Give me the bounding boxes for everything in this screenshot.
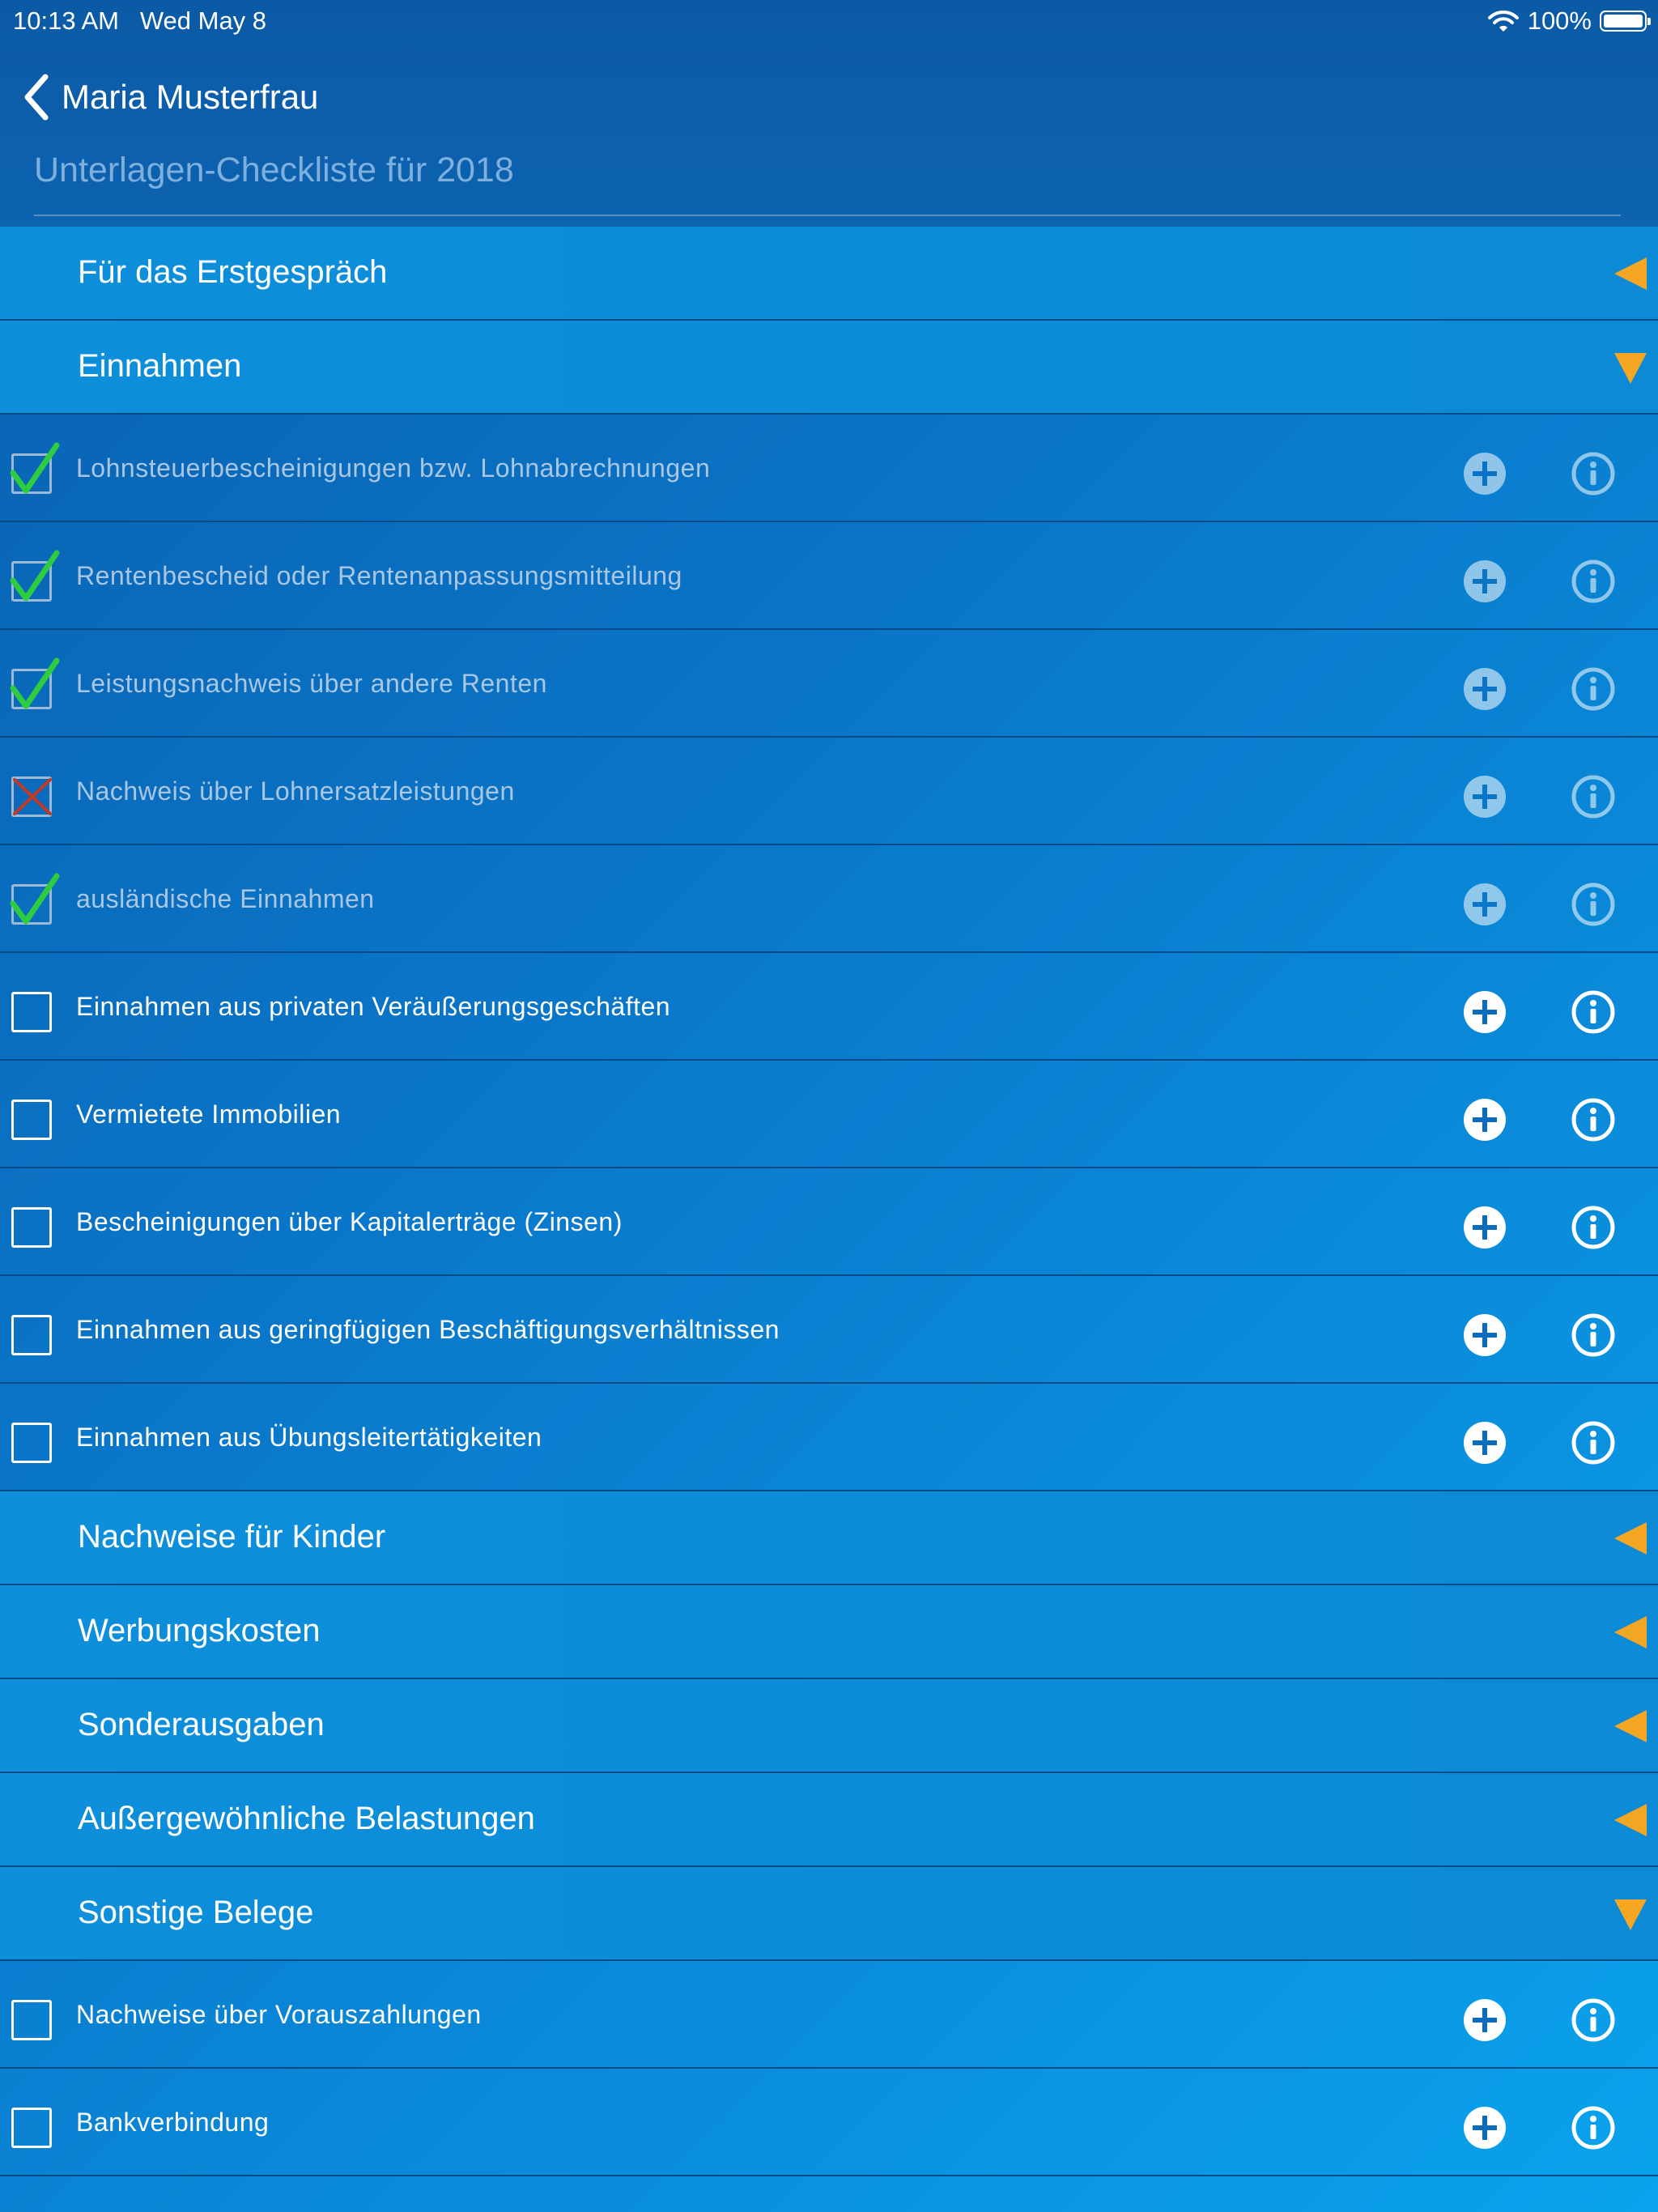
checklist-item	[0, 1276, 1658, 1384]
checklist-item	[0, 1168, 1658, 1276]
triangle-left-icon	[1613, 256, 1648, 291]
status-bar-left	[13, 6, 266, 36]
triangle-left-icon	[1613, 1802, 1648, 1838]
info-icon[interactable]	[1571, 451, 1616, 496]
checkmark-icon	[10, 657, 60, 711]
checklist-item	[0, 415, 1658, 522]
checklist-item-label: ausländische Einnahmen	[76, 884, 375, 913]
triangle-left-icon	[1613, 1521, 1648, 1556]
info-icon[interactable]	[1571, 774, 1616, 819]
checkmark-icon	[10, 550, 60, 603]
section-title: Werbungskosten	[78, 1613, 321, 1648]
status-date: Wed May 8	[139, 6, 267, 35]
checklist-item-label: Nachweis über Lohnersatzleistungen	[76, 776, 515, 806]
triangle-down-icon	[1613, 1896, 1648, 1932]
checklist-item	[0, 738, 1658, 845]
checklist-item	[0, 522, 1658, 630]
info-icon[interactable]	[1571, 1420, 1616, 1465]
section-header[interactable]	[0, 1491, 1658, 1585]
header-divider	[34, 215, 1621, 216]
checklist-item	[0, 1961, 1658, 2069]
checkbox[interactable]	[11, 1207, 52, 1248]
add-icon[interactable]	[1462, 559, 1507, 604]
section-header[interactable]	[0, 227, 1658, 321]
section-header[interactable]	[0, 1679, 1658, 1773]
add-icon[interactable]	[1462, 666, 1507, 712]
add-icon[interactable]	[1462, 1420, 1507, 1465]
battery-icon	[1600, 11, 1647, 32]
section-header[interactable]	[0, 1585, 1658, 1679]
checklist-item	[0, 1061, 1658, 1168]
checklist	[0, 227, 1658, 2176]
triangle-left-icon	[1613, 1614, 1648, 1650]
status-time: 10:13 AM	[13, 6, 119, 35]
section-header[interactable]	[0, 321, 1658, 415]
checkmark-icon	[10, 873, 60, 926]
info-icon[interactable]	[1571, 1312, 1616, 1358]
add-icon[interactable]	[1462, 451, 1507, 496]
checklist-item-label: Einnahmen aus Übungsleitertätigkeiten	[76, 1423, 542, 1452]
checkbox[interactable]	[11, 1100, 52, 1140]
checklist-item	[0, 953, 1658, 1061]
info-icon[interactable]	[1571, 666, 1616, 712]
status-bar-right	[1487, 6, 1647, 36]
triangle-left-icon	[1613, 1708, 1648, 1744]
add-icon[interactable]	[1462, 1205, 1507, 1250]
checkbox[interactable]	[11, 1423, 52, 1463]
section-title: Nachweise für Kinder	[78, 1519, 386, 1555]
chevron-left-icon	[23, 74, 50, 121]
triangle-down-icon	[1613, 350, 1648, 385]
section-title: Für das Erstgespräch	[78, 254, 388, 290]
info-icon[interactable]	[1571, 2105, 1616, 2150]
checkbox[interactable]	[11, 992, 52, 1032]
add-icon[interactable]	[1462, 1997, 1507, 2043]
checklist-item	[0, 845, 1658, 953]
checklist-item	[0, 630, 1658, 738]
checklist-item-label: Rentenbescheid oder Rentenanpassungsmitteilung	[76, 561, 682, 590]
section-title: Außergewöhnliche Belastungen	[78, 1801, 535, 1836]
checklist-item-label: Bescheinigungen über Kapitalerträge (Zinsen)	[76, 1207, 623, 1236]
back-button-label: Maria Musterfrau	[62, 78, 319, 116]
checklist-item-label: Bankverbindung	[76, 2108, 270, 2137]
info-icon[interactable]	[1571, 1205, 1616, 1250]
info-icon[interactable]	[1571, 559, 1616, 604]
checklist-item-label: Vermietete Immobilien	[76, 1100, 342, 1129]
info-icon[interactable]	[1571, 882, 1616, 927]
checkbox[interactable]	[11, 2108, 52, 2148]
section-header[interactable]	[0, 1867, 1658, 1961]
add-icon[interactable]	[1462, 2105, 1507, 2150]
battery-percent: 100%	[1527, 6, 1592, 35]
add-icon[interactable]	[1462, 1312, 1507, 1358]
add-icon[interactable]	[1462, 989, 1507, 1035]
checkbox[interactable]	[11, 1315, 52, 1355]
add-icon[interactable]	[1462, 882, 1507, 927]
checklist-item-label: Nachweise über Vorauszahlungen	[76, 2000, 482, 2029]
add-icon[interactable]	[1462, 1097, 1507, 1142]
info-icon[interactable]	[1571, 1997, 1616, 2043]
info-icon[interactable]	[1571, 989, 1616, 1035]
section-title: Sonstige Belege	[78, 1895, 314, 1930]
back-button[interactable]	[23, 71, 318, 123]
cross-icon	[10, 765, 60, 819]
checklist-item-label: Lohnsteuerbescheinigungen bzw. Lohnabrechnungen	[76, 453, 711, 483]
checklist-item-label: Leistungsnachweis über andere Renten	[76, 669, 547, 698]
info-icon[interactable]	[1571, 1097, 1616, 1142]
navigation-header	[0, 0, 1658, 227]
checklist-item-label: Einnahmen aus privaten Veräußerungsgeschäften	[76, 992, 671, 1021]
checkbox[interactable]	[11, 2000, 52, 2040]
checklist-item	[0, 2069, 1658, 2176]
wifi-icon	[1487, 9, 1520, 33]
checklist-title: Unterlagen-Checkliste für 2018	[34, 151, 514, 189]
checklist-item	[0, 1384, 1658, 1491]
add-icon[interactable]	[1462, 774, 1507, 819]
section-title: Einnahmen	[78, 348, 242, 384]
section-header[interactable]	[0, 1773, 1658, 1867]
section-title: Sonderausgaben	[78, 1707, 325, 1742]
checkmark-icon	[10, 442, 60, 496]
checklist-item-label: Einnahmen aus geringfügigen Beschäftigungsverhältnissen	[76, 1315, 780, 1344]
